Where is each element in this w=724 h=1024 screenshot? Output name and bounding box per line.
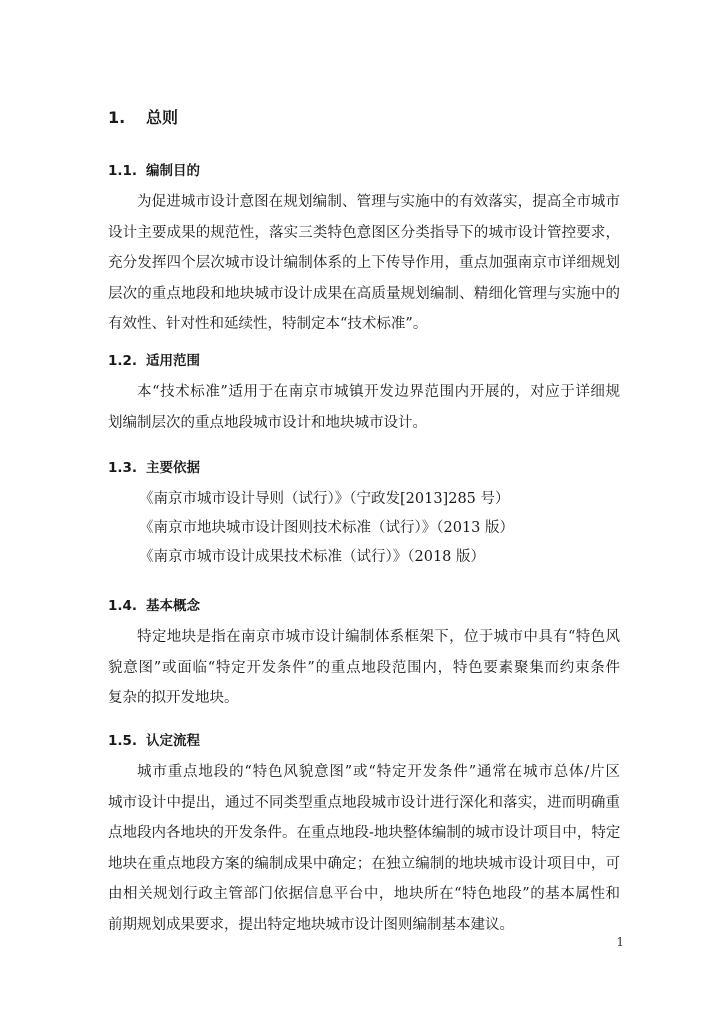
section-number: 1.1. <box>108 163 138 179</box>
chapter-title: 总则 <box>146 108 179 127</box>
reference-item: 《南京市城市设计导则（试行）》（宁政发[2013]285 号） <box>139 491 510 507</box>
section-heading-1-2 <box>108 351 200 371</box>
section-title: 基本概念 <box>146 598 200 614</box>
paragraph-line: 地块在重点地段方案的编制成果中确定；在独立编制的地块城市设计项目中，可 <box>108 855 620 872</box>
paragraph-line: 层次的重点地段和地块城市设计成果在高质量规划编制、精细化管理与实施中的 <box>108 285 620 302</box>
section-number: 1.4. <box>108 598 138 614</box>
section-paragraph-1-2 <box>108 377 620 438</box>
paragraph-line: 充分发挥四个层次城市设计编制体系的上下传导作用，重点加强南京市详细规划 <box>108 255 620 272</box>
paragraph-line: 城市设计中提出，通过不同类型重点地段城市设计进行深化和落实，进而明确重 <box>108 794 620 811</box>
section-paragraph-1-4 <box>108 622 620 714</box>
section-number: 1.3. <box>108 460 138 476</box>
section-title: 认定流程 <box>146 733 200 749</box>
paragraph-line: 城市重点地段的“特色风貌意图”或“特定开发条件”通常在城市总体/片区 <box>137 764 620 780</box>
reference-item: 《南京市城市设计成果技术标准（试行）》（2018 版） <box>139 549 486 565</box>
section-heading-1-3 <box>108 458 200 478</box>
reference-list <box>139 485 514 572</box>
paragraph-line: 划编制层次的重点地段城市设计和地块城市设计。 <box>108 414 427 431</box>
paragraph-line: 特定地块是指在南京市城市设计编制体系框架下，位于城市中具有“特色风 <box>137 629 620 645</box>
section-paragraph-1-1 <box>108 187 620 340</box>
paragraph-line: 前期规划成果要求，提出特定地块城市设计图则编制基本建议。 <box>108 916 514 933</box>
reference-item: 《南京市地块城市设计图则技术标准（试行）》（2013 版） <box>139 520 515 536</box>
section-heading-1-5 <box>108 731 200 751</box>
paragraph-line: 点地段内各地块的开发条件。在重点地段-地块整体编制的城市设计项目中，特定 <box>108 825 620 842</box>
paragraph-line: 有效性、针对性和延续性，特制定本“技术标准”。 <box>108 316 428 333</box>
chapter-number: 1. <box>108 108 126 127</box>
paragraph-line: 设计主要成果的规范性，落实三类特色意图区分类指导下的城市设计管控要求， <box>108 224 620 241</box>
section-number: 1.2. <box>108 353 138 369</box>
paragraph-line: 为促进城市设计意图在规划编制、管理与实施中的有效落实，提高全市城市 <box>137 194 620 210</box>
paragraph-line: 复杂的拟开发地块。 <box>108 690 239 707</box>
paragraph-line: 由相关规划行政主管部门依据信息平台中，地块所在“特色地段”的基本属性和 <box>108 886 620 903</box>
section-heading-1-4 <box>108 596 200 616</box>
paragraph-line: 本“技术标准”适用于在南京市城镇开发边界范围内开展的，对应于详细规 <box>137 384 620 400</box>
page-number: 1 <box>616 935 624 949</box>
section-title: 编制目的 <box>146 163 200 179</box>
section-paragraph-1-5 <box>108 757 620 941</box>
section-heading-1-1 <box>108 161 200 181</box>
section-title: 适用范围 <box>146 353 200 369</box>
section-number: 1.5. <box>108 733 138 749</box>
chapter-heading <box>108 106 178 130</box>
paragraph-line: 貌意图”或面临“特定开发条件”的重点地段范围内，特色要素聚集而约束条件 <box>108 659 620 676</box>
section-title: 主要依据 <box>146 460 200 476</box>
